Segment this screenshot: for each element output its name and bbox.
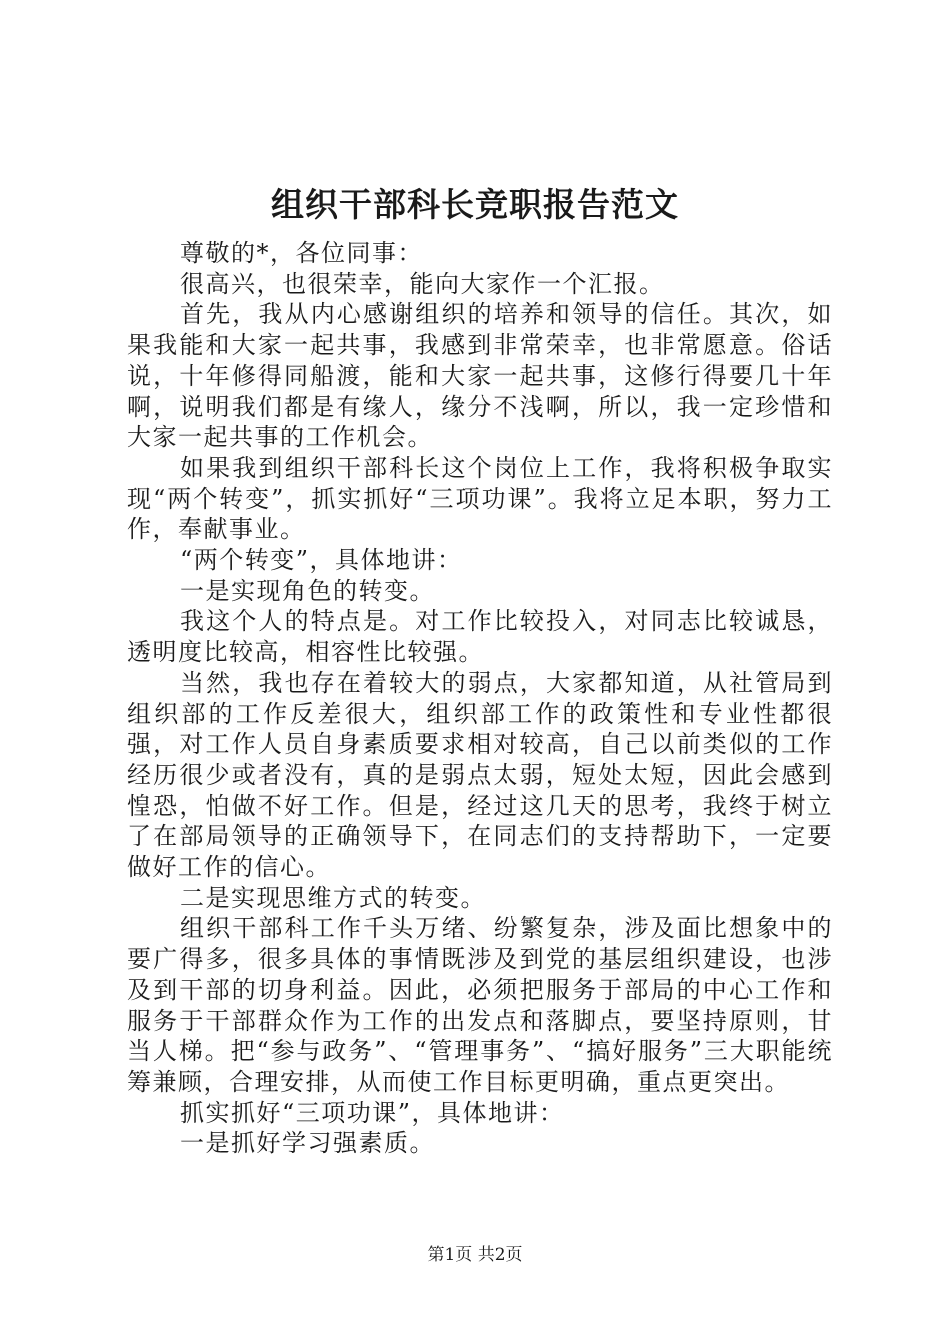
paragraph: 抓实抓好“三项功课”，具体地讲： [180, 1098, 565, 1127]
paragraph: 很高兴，也很荣幸，能向大家作一个汇报。 [180, 269, 665, 298]
paragraph: 二是实现思维方式的转变。 [180, 883, 486, 912]
document-body [127, 238, 833, 1159]
paragraph: 尊敬的*，各位同事： [180, 239, 423, 267]
paragraph: 组织干部科工作千头万绪、纷繁复杂，涉及面比想象中的要广得多，很多具体的事情既涉及到党的基层组织建设，也涉及到干部的切身利益。因此，必须把服务于部局的中心工作和服务于干部群众作为工作的出发点和落脚点，要坚持原则，甘当人梯。把“参与政务”、“管理事务”、“搞好服务”三大职能统筹兼顾，合理安排，从而使工作目标更明确，重点更突出。 [127, 914, 833, 1096]
paragraph: 我这个人的特点是。对工作比较投入，对同志比较诚恳，透明度比较高，相容性比较强。 [127, 607, 833, 667]
paragraph: 一是实现角色的转变。 [180, 576, 435, 605]
paragraph: “两个转变”，具体地讲： [180, 546, 463, 575]
paragraph: 当然，我也存在着较大的弱点，大家都知道，从社管局到组织部的工作反差很大，组织部工作的政策性和专业性都很强，对工作人员自身素质要求相对较高，自己以前类似的工作经历很少或者没有，真的是弱点太弱，短处太短，因此会感到惶恐，怕做不好工作。但是，经过这几天的思考，我终于树立了在部局领导的正确领导下，在同志们的支持帮助下，一定要做好工作的信心。 [127, 668, 833, 882]
page-number-footer: 第1页 共2页 [427, 1245, 523, 1265]
paragraph: 如果我到组织干部科长这个岗位上工作，我将积极争取实现“两个转变”，抓实抓好“三项功课”。我将立足本职，努力工作，奉献事业。 [127, 453, 833, 544]
paragraph: 首先，我从内心感谢组织的培养和领导的信任。其次，如果我能和大家一起共事，我感到非常荣幸，也非常愿意。俗话说，十年修得同船渡，能和大家一起共事，这修行得要几十年啊，说明我们都是有缘人，缘分不浅啊，所以，我一定珍惜和大家一起共事的工作机会。 [127, 300, 833, 452]
paragraph: 一是抓好学习强素质。 [180, 1129, 435, 1158]
document-title: 组织干部科长竞职报告范文 [271, 185, 679, 224]
